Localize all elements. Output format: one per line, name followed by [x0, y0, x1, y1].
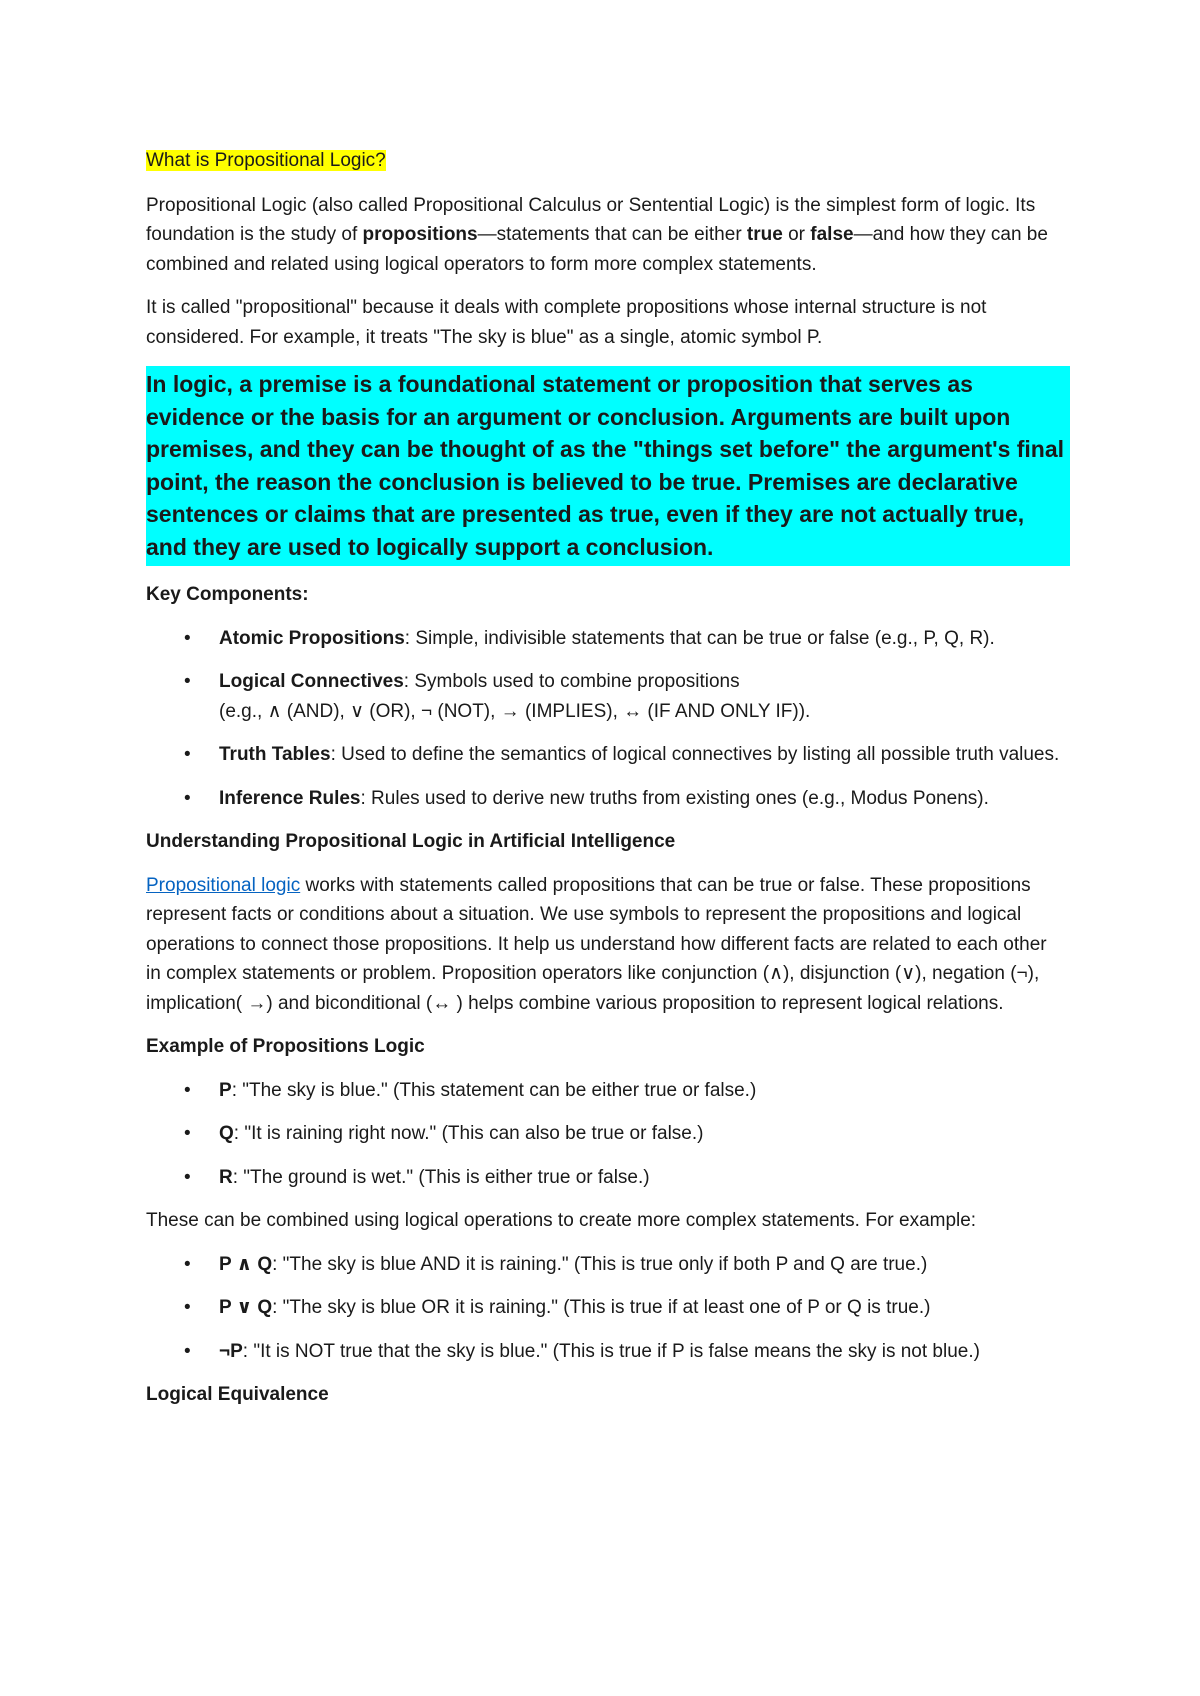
bullet-icon: • — [184, 1123, 191, 1144]
bullet-icon: • — [184, 1297, 191, 1318]
list-item — [146, 624, 1060, 654]
item-text: : "The sky is blue." (This statement can be either true or false.) — [231, 1079, 757, 1101]
item-text: : "The sky is blue AND it is raining." (This is true only if both P and Q are true.) — [272, 1253, 928, 1275]
bullet-icon: • — [184, 1253, 191, 1275]
item-text: : "The ground is wet." (This is either true or false.) — [232, 1166, 650, 1188]
item-term: P ∧ Q — [219, 1253, 273, 1275]
understanding-text: works with statements called propositions that can be true or false. These propositions represent facts or conditions about a situation. We use symbols to represent the propositions and logical operations to connect those propositions. It help us understand how different facts are related to each other in complex statements or problem. Proposition operators like conjunction (∧), disjunction (∨), negation (¬), implication( →) and biconditional (↔ ) helps combine various proposition to represent logical relations. — [146, 874, 1047, 1014]
item-term: P — [219, 1079, 232, 1101]
bullet-icon: • — [184, 1166, 191, 1188]
item-term: Inference Rules — [219, 787, 361, 809]
bullet-icon: • — [184, 1079, 191, 1101]
item-text: : Used to define the semantics of logical connectives by listing all possible truth values. — [330, 744, 1060, 765]
item-term: ¬P — [219, 1340, 243, 1362]
item-term: P ∨ Q — [219, 1297, 273, 1318]
intro-bold-true: true — [746, 224, 783, 245]
list-item — [146, 667, 1060, 726]
item-text: : Symbols used to combine propositions — [403, 671, 740, 692]
key-components-list — [146, 624, 1060, 814]
intro-bold-propositions: propositions — [362, 224, 478, 245]
item-text: : "It is NOT true that the sky is blue." (This is true if P is false means the sky is not blue.) — [242, 1340, 980, 1362]
item-text: : "It is raining right now." (This can also be true or false.) — [233, 1123, 704, 1144]
examples-list — [146, 1076, 1060, 1193]
bullet-icon: • — [184, 787, 191, 809]
key-components-heading: Key Components: — [146, 584, 309, 605]
document-title — [146, 146, 1060, 176]
combined-examples-list — [146, 1250, 1060, 1367]
intro-text-a: Propositional Logic (also called Propositional Calculus or Sentential Logic) is the simplest form of logic. Its foundation is the study of — [146, 194, 1036, 245]
bullet-icon: • — [184, 671, 191, 692]
item-text: : Simple, indivisible statements that can be true or false (e.g., P, Q, R). — [404, 627, 995, 649]
list-item — [146, 1119, 1060, 1149]
bullet-icon: • — [184, 627, 191, 649]
item-text-line-2: (e.g., ∧ (AND), ∨ (OR), ¬ (NOT), → (IMPLIES), ↔ (IF AND ONLY IF)). — [219, 700, 811, 722]
item-term: Logical Connectives — [219, 671, 404, 692]
examples-heading: Example of Propositions Logic — [146, 1036, 425, 1057]
bullet-icon: • — [184, 1340, 191, 1362]
intro-text-g: —and how they can be combined and related using logical operators to form more complex statements. — [146, 224, 1048, 275]
item-term: R — [219, 1166, 233, 1188]
item-term: Q — [219, 1123, 234, 1144]
list-item — [146, 1337, 1060, 1367]
combine-paragraph: These can be combined using logical operations to create more complex statements. For example: — [146, 1210, 977, 1231]
intro-paragraph-1 — [146, 191, 1060, 280]
list-item — [146, 1250, 1060, 1280]
intro-text-e: or — [782, 224, 811, 245]
item-text: : Rules used to derive new truths from existing ones (e.g., Modus Ponens). — [360, 787, 989, 809]
item-term: Truth Tables — [219, 744, 331, 765]
bullet-icon: • — [184, 744, 191, 765]
intro-text-c: —statements that can be either — [477, 224, 747, 245]
propositional-logic-link[interactable]: Propositional logic — [146, 874, 301, 896]
list-item — [146, 740, 1060, 770]
intro-paragraph-2: It is called "propositional" because it deals with complete propositions whose internal structure is not considered. For example, it treats "The sky is blue" as a single, atomic symbol P. — [146, 297, 987, 348]
intro-bold-false: false — [810, 224, 854, 245]
item-term: Atomic Propositions — [219, 627, 405, 649]
premise-callout: In logic, a premise is a foundational statement or proposition that serves as evidence or the basis for an argument or conclusion. Arguments are built upon premises, and they can be thought of as the "things set before" the argument's final point, the reason the conclusion is believed to be true. Premises are declarative sentences or claims that are presented as true, even if they are not actually true, and they are used to logically support a conclusion. — [146, 366, 1070, 566]
list-item — [146, 784, 1060, 814]
item-text: : "The sky is blue OR it is raining." (This is true if at least one of P or Q is true.) — [272, 1297, 931, 1318]
logical-equivalence-heading: Logical Equivalence — [146, 1384, 329, 1405]
understanding-heading: Understanding Propositional Logic in Artificial Intelligence — [146, 831, 676, 852]
title-highlight: What is Propositional Logic? — [146, 150, 386, 171]
list-item — [146, 1293, 1060, 1323]
list-item — [146, 1163, 1060, 1193]
understanding-paragraph — [146, 871, 1060, 1019]
list-item — [146, 1076, 1060, 1106]
